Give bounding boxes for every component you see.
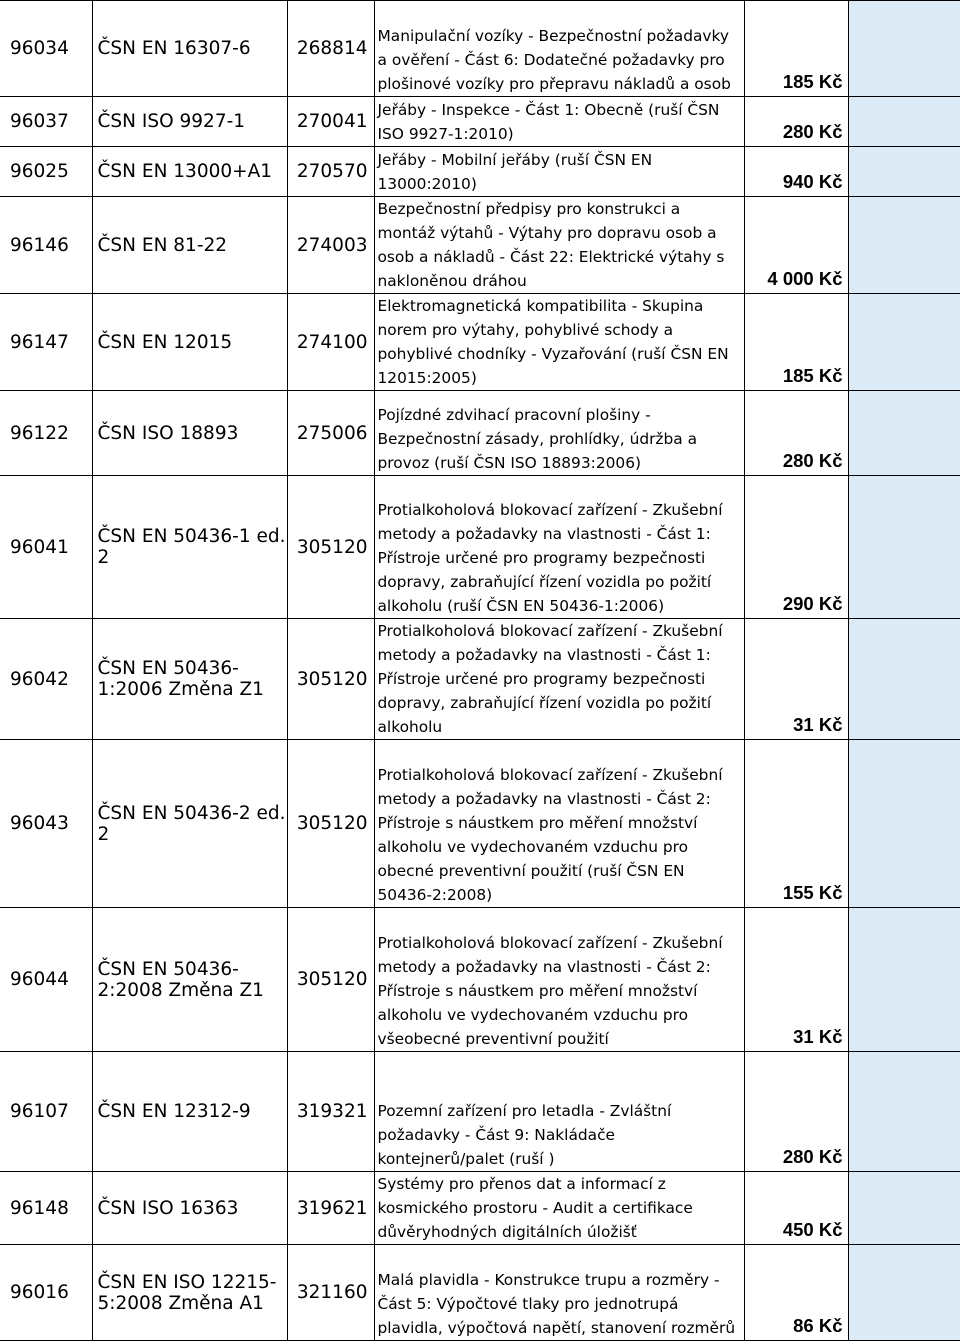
standard-id: 96044 (10, 969, 69, 990)
id-cell (0, 740, 92, 908)
standard-code: ČSN EN 16307-6 (97, 38, 251, 59)
code-cell (92, 1172, 287, 1245)
code-cell (92, 294, 287, 391)
standard-code: ČSN EN ISO 12215-5:2008 Změna A1 (97, 1271, 277, 1314)
blank-shaded-cell (848, 391, 960, 476)
catalog-number: 274100 (296, 331, 368, 353)
standard-id: 96122 (10, 422, 69, 444)
standard-code: ČSN EN 81-22 (97, 234, 228, 256)
standard-id: 96016 (10, 1282, 69, 1303)
table-row (0, 391, 960, 476)
code-cell (92, 147, 287, 197)
catalog-cell (287, 97, 374, 147)
standard-description: Pozemní zařízení pro letadla - Zvláštní požadavky - Část 9: Nakládače kontejnerů/palet (ruší ) (377, 1102, 672, 1168)
catalog-number: 275006 (296, 422, 368, 444)
catalog-number: 270570 (296, 161, 368, 182)
price-cell (744, 294, 848, 391)
catalog-cell (287, 1, 374, 97)
code-cell (92, 97, 287, 147)
standard-code: ČSN EN 12015 (97, 331, 233, 353)
id-cell (0, 197, 92, 294)
standard-id: 96037 (10, 111, 69, 132)
price-cell (744, 476, 848, 619)
catalog-number: 305120 (296, 668, 368, 690)
standard-price: 940 Kč (782, 171, 843, 192)
blank-shaded-cell (848, 294, 960, 391)
blank-shaded-cell (848, 908, 960, 1052)
catalog-number: 274003 (296, 234, 368, 256)
standard-price: 31 Kč (793, 714, 843, 735)
standard-id: 96042 (10, 668, 69, 690)
id-cell (0, 1, 92, 97)
catalog-number: 305120 (296, 813, 368, 834)
id-cell (0, 619, 92, 740)
id-cell (0, 1245, 92, 1341)
id-cell (0, 147, 92, 197)
standard-code: ČSN EN 50436-2 ed. 2 (97, 802, 286, 845)
catalog-cell (287, 147, 374, 197)
id-cell (0, 1172, 92, 1245)
standard-code: ČSN EN 13000+A1 (97, 161, 273, 182)
standard-description: Protialkoholová blokovací zařízení - Zkušební metody a požadavky na vlastnosti - Část 2: Přístroje s náustkem pro měření množství alkoholu ve vydechovaném vzduchu pro obecné preventivní použití (ruší ČSN EN 50436-2:2008) (377, 766, 723, 904)
price-cell (744, 619, 848, 740)
standard-description: Protialkoholová blokovací zařízení - Zkušební metody a požadavky na vlastnosti - Část 1: Přístroje určené pro programy bezpečnosti dopravy, zabraňující řízení vozidla po požití alkoholu (ruší ČSN EN 50436-1:2006) (377, 501, 723, 615)
table-row (0, 197, 960, 294)
table-row (0, 908, 960, 1052)
description-cell (374, 1245, 744, 1341)
id-cell (0, 97, 92, 147)
standard-code: ČSN EN 12312-9 (97, 1101, 251, 1122)
standard-id: 96148 (10, 1197, 69, 1219)
description-cell (374, 1172, 744, 1245)
code-cell (92, 1245, 287, 1341)
blank-shaded-cell (848, 619, 960, 740)
standard-id: 96034 (10, 38, 69, 59)
id-cell (0, 1052, 92, 1172)
standard-price: 290 Kč (782, 593, 843, 614)
standard-id: 96025 (10, 161, 69, 182)
code-cell (92, 476, 287, 619)
standard-id: 96107 (10, 1101, 69, 1122)
code-cell (92, 391, 287, 476)
standard-code: ČSN ISO 18893 (97, 422, 239, 444)
catalog-number: 319621 (296, 1197, 368, 1219)
standard-id: 96043 (10, 813, 69, 834)
standard-id: 96041 (10, 536, 69, 558)
standard-description: Protialkoholová blokovací zařízení - Zkušební metody a požadavky na vlastnosti - Část 1: Přístroje určené pro programy bezpečnosti dopravy, zabraňující řízení vozidla po požití alkoholu (377, 622, 723, 736)
description-cell (374, 908, 744, 1052)
blank-shaded-cell (848, 1, 960, 97)
catalog-number: 319321 (296, 1101, 368, 1122)
standard-code: ČSN ISO 9927-1 (97, 111, 246, 132)
description-cell (374, 97, 744, 147)
standard-description: Manipulační vozíky - Bezpečnostní požadavky a ověření - Část 6: Dodatečné požadavky pro plošinové vozíky pro přepravu nákladů a osob (377, 27, 731, 93)
id-cell (0, 908, 92, 1052)
description-cell (374, 147, 744, 197)
catalog-number: 305120 (296, 536, 368, 558)
catalog-cell (287, 1052, 374, 1172)
standard-description: Malá plavidla - Konstrukce trupu a rozměry - Část 5: Výpočtové tlaky pro jednotrupá plavidla, výpočtová napětí, stanovení rozměrů (377, 1271, 736, 1337)
table-row (0, 294, 960, 391)
price-cell (744, 1052, 848, 1172)
blank-shaded-cell (848, 197, 960, 294)
standard-price: 86 Kč (793, 1315, 843, 1336)
standard-price: 185 Kč (782, 365, 843, 386)
description-cell (374, 197, 744, 294)
table-row (0, 740, 960, 908)
standard-code: ČSN EN 50436-1:2006 Změna Z1 (97, 658, 264, 700)
id-cell (0, 294, 92, 391)
table-row (0, 1245, 960, 1341)
catalog-number: 270041 (296, 111, 368, 132)
description-cell (374, 740, 744, 908)
standard-description: Elektromagnetická kompatibilita - Skupina norem pro výtahy, pohyblivé schody a pohyblivé chodníky - Vyzařování (ruší ČSN EN 12015:2005) (377, 297, 729, 387)
description-cell (374, 1052, 744, 1172)
catalog-cell (287, 197, 374, 294)
blank-shaded-cell (848, 1172, 960, 1245)
standard-price: 31 Kč (793, 1026, 843, 1047)
table-row (0, 147, 960, 197)
blank-shaded-cell (848, 476, 960, 619)
price-cell (744, 1, 848, 97)
standard-price: 450 Kč (782, 1219, 843, 1240)
blank-shaded-cell (848, 1245, 960, 1341)
standard-price: 185 Kč (782, 71, 843, 92)
standard-description: Systémy pro přenos dat a informací z kosmického prostoru - Audit a certifikace důvěryhodných digitálních úložišť (377, 1175, 693, 1241)
standard-description: Jeřáby - Mobilní jeřáby (ruší ČSN EN 13000:2010) (377, 151, 653, 193)
code-cell (92, 1, 287, 97)
id-cell (0, 391, 92, 476)
price-cell (744, 197, 848, 294)
catalog-number: 305120 (296, 969, 368, 990)
table-row (0, 476, 960, 619)
table-row (0, 1, 960, 97)
catalog-cell (287, 1172, 374, 1245)
catalog-cell (287, 1245, 374, 1341)
standard-price: 280 Kč (782, 1146, 843, 1167)
catalog-cell (287, 619, 374, 740)
table-row (0, 1052, 960, 1172)
description-cell (374, 476, 744, 619)
catalog-number: 321160 (296, 1282, 368, 1303)
price-cell (744, 740, 848, 908)
standard-description: Pojízdné zdvihací pracovní plošiny - Bezpečnostní zásady, prohlídky, údržba a provoz (ruší ČSN ISO 18893:2006) (377, 406, 698, 472)
description-cell (374, 619, 744, 740)
price-cell (744, 147, 848, 197)
standard-code: ČSN EN 50436-1 ed. 2 (97, 526, 286, 568)
price-cell (744, 908, 848, 1052)
standard-id: 96147 (10, 331, 69, 353)
standard-price: 4 000 Kč (767, 268, 843, 289)
standard-price: 155 Kč (782, 882, 843, 903)
blank-shaded-cell (848, 147, 960, 197)
code-cell (92, 619, 287, 740)
standard-code: ČSN EN 50436-2:2008 Změna Z1 (97, 958, 264, 1001)
code-cell (92, 740, 287, 908)
code-cell (92, 908, 287, 1052)
blank-shaded-cell (848, 1052, 960, 1172)
standard-description: Jeřáby - Inspekce - Část 1: Obecně (ruší ČSN ISO 9927-1:2010) (377, 101, 720, 143)
standard-description: Bezpečnostní předpisy pro konstrukci a montáž výtahů - Výtahy pro dopravu osob a osob a nákladů - Část 22: Elektrické výtahy s nakloněnou dráhou (377, 200, 725, 290)
blank-shaded-cell (848, 97, 960, 147)
standard-price: 280 Kč (782, 450, 843, 471)
description-cell (374, 294, 744, 391)
id-cell (0, 476, 92, 619)
catalog-cell (287, 391, 374, 476)
catalog-cell (287, 740, 374, 908)
standard-description: Protialkoholová blokovací zařízení - Zkušební metody a požadavky na vlastnosti - Část 2: Přístroje s náustkem pro měření množství alkoholu ve vydechovaném vzduchu pro všeobecné preventivní použití (377, 934, 723, 1048)
code-cell (92, 1052, 287, 1172)
price-cell (744, 1245, 848, 1341)
standard-id: 96146 (10, 234, 69, 256)
table-row (0, 1172, 960, 1245)
standard-price: 280 Kč (782, 121, 843, 142)
table-row (0, 619, 960, 740)
description-cell (374, 1, 744, 97)
catalog-cell (287, 908, 374, 1052)
catalog-cell (287, 294, 374, 391)
catalog-number: 268814 (296, 38, 368, 59)
code-cell (92, 197, 287, 294)
description-cell (374, 391, 744, 476)
blank-shaded-cell (848, 740, 960, 908)
price-cell (744, 1172, 848, 1245)
price-cell (744, 97, 848, 147)
price-cell (744, 391, 848, 476)
standard-code: ČSN ISO 16363 (97, 1197, 239, 1219)
table-row (0, 97, 960, 147)
catalog-cell (287, 476, 374, 619)
